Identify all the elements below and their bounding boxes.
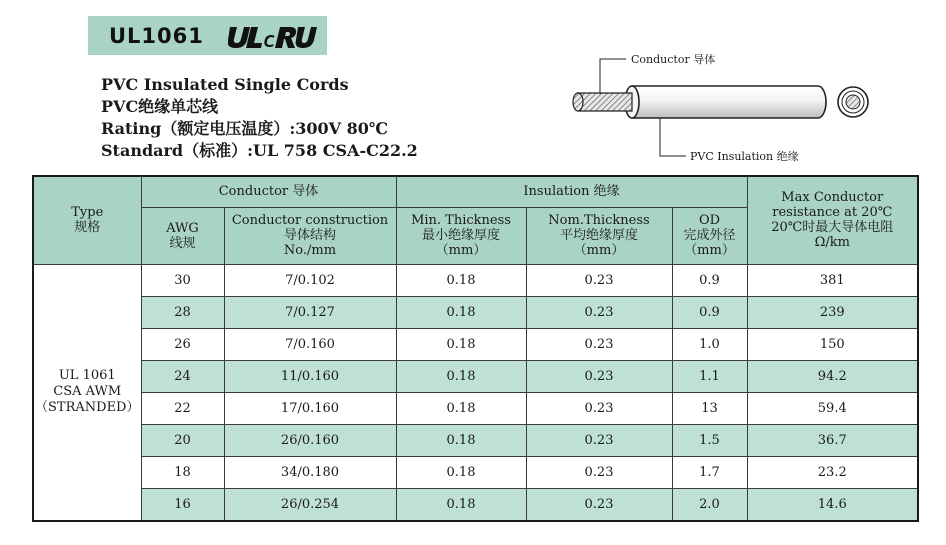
header-min-thickness-en: Min. Thickness [411, 213, 511, 228]
header-construction-cn: 导体结构 [283, 228, 336, 243]
header-insulation-group: Insulation 绝缘 [396, 176, 747, 207]
table-row [33, 360, 918, 392]
cell-min-thickness: 0.18 [396, 392, 526, 424]
table-row [33, 488, 918, 521]
cell-awg: 26 [141, 328, 224, 360]
header-nom-thickness-en: Nom.Thickness [548, 213, 650, 228]
insulation-label: PVC Insulation 绝缘 [690, 150, 799, 163]
cell-min-thickness: 0.18 [396, 296, 526, 328]
header-resistance-2: resistance at 20℃ [772, 205, 893, 221]
cell-construction: 7/0.102 [224, 264, 396, 296]
cell-od: 1.5 [672, 424, 747, 456]
cell-min-thickness: 0.18 [396, 424, 526, 456]
cell-construction: 7/0.127 [224, 296, 396, 328]
header-conductor-group: Conductor 导体 [141, 176, 396, 207]
cru-ul-logo [228, 24, 318, 50]
type-line-2: CSA AWM [53, 384, 122, 399]
cell-resistance: 14.6 [747, 488, 918, 521]
cell-od: 1.1 [672, 360, 747, 392]
cell-od: 1.7 [672, 456, 747, 488]
header-min-thickness-cn: 最小绝缘厚度 [421, 228, 500, 243]
cell-nom-thickness: 0.23 [526, 296, 672, 328]
cell-nom-thickness: 0.23 [526, 424, 672, 456]
type-line-3: （STRANDED） [35, 400, 140, 415]
table-row [33, 392, 918, 424]
cell-od: 2.0 [672, 488, 747, 521]
cell-min-thickness: 0.18 [396, 328, 526, 360]
cell-awg: 18 [141, 456, 224, 488]
header-od-cn: 完成外径 [683, 228, 736, 243]
header-construction-en: Conductor construction [231, 213, 389, 228]
header-awg-en: AWG [166, 220, 199, 236]
conductor-label: Conductor 导体 [631, 53, 716, 66]
cell-construction: 11/0.160 [224, 360, 396, 392]
cell-od: 1.0 [672, 328, 747, 360]
cell-min-thickness: 0.18 [396, 456, 526, 488]
table-row [33, 264, 918, 296]
header-nom-thickness [526, 207, 672, 264]
cell-nom-thickness: 0.23 [526, 328, 672, 360]
table-row [33, 456, 918, 488]
cell-resistance: 381 [747, 264, 918, 296]
spec-line-title-en: PVC Insulated Single Cords [101, 75, 349, 94]
spec-line-rating: Rating（额定电压温度）:300V 80℃ [101, 119, 389, 138]
header-awg [141, 207, 224, 264]
header-nom-thickness-unit: （mm） [573, 243, 625, 258]
header-construction [224, 207, 396, 264]
model-title: UL1061 [109, 23, 204, 48]
header-type [33, 176, 141, 264]
cell-nom-thickness: 0.23 [526, 264, 672, 296]
cell-min-thickness: 0.18 [396, 488, 526, 521]
header-resistance-cn: 20℃时最大导体电阻 [771, 220, 894, 236]
header-resistance-1: Max Conductor [781, 190, 884, 206]
cell-resistance: 150 [747, 328, 918, 360]
cell-construction: 17/0.160 [224, 392, 396, 424]
header-resistance-unit: Ω/km [814, 235, 850, 251]
table-row [33, 328, 918, 360]
cell-awg: 22 [141, 392, 224, 424]
type-line-1: UL 1061 [58, 368, 116, 383]
header-min-thickness-unit: （mm） [435, 243, 487, 258]
header-od-en: OD [698, 213, 721, 228]
cell-resistance: 94.2 [747, 360, 918, 392]
spec-line-standard: Standard（标准）:UL 758 CSA-C22.2 [101, 141, 418, 160]
cell-awg: 20 [141, 424, 224, 456]
cell-nom-thickness: 0.23 [526, 456, 672, 488]
cell-construction: 7/0.160 [224, 328, 396, 360]
header-resistance [747, 176, 918, 264]
cell-nom-thickness: 0.23 [526, 360, 672, 392]
cell-resistance: 23.2 [747, 456, 918, 488]
cell-min-thickness: 0.18 [396, 264, 526, 296]
cell-od: 0.9 [672, 264, 747, 296]
cell-nom-thickness: 0.23 [526, 488, 672, 521]
cell-awg: 28 [141, 296, 224, 328]
spec-table [32, 175, 919, 522]
cell-awg: 16 [141, 488, 224, 521]
cell-od: 13 [672, 392, 747, 424]
wire-diagram [560, 44, 880, 164]
spec-line-title-cn: PVC绝缘单芯线 [101, 97, 219, 116]
header-awg-cn: 线规 [169, 235, 196, 251]
header-type-en: Type [71, 205, 104, 221]
header-od [672, 207, 747, 264]
cell-awg: 24 [141, 360, 224, 392]
cell-resistance: 239 [747, 296, 918, 328]
cell-od: 0.9 [672, 296, 747, 328]
type-cell [33, 264, 141, 521]
cell-resistance: 36.7 [747, 424, 918, 456]
cell-awg: 30 [141, 264, 224, 296]
table-row [33, 424, 918, 456]
cell-min-thickness: 0.18 [396, 360, 526, 392]
cell-resistance: 59.4 [747, 392, 918, 424]
cell-construction: 26/0.254 [224, 488, 396, 521]
header-od-unit: （mm） [684, 243, 735, 258]
header-nom-thickness-cn: 平均绝缘厚度 [559, 228, 638, 243]
cell-construction: 26/0.160 [224, 424, 396, 456]
header-construction-unit: No./mm [283, 243, 337, 258]
header-min-thickness [396, 207, 526, 264]
table-row [33, 296, 918, 328]
cell-nom-thickness: 0.23 [526, 392, 672, 424]
header-type-cn: 规格 [74, 220, 101, 236]
spec-lines [101, 74, 418, 162]
cell-construction: 34/0.180 [224, 456, 396, 488]
